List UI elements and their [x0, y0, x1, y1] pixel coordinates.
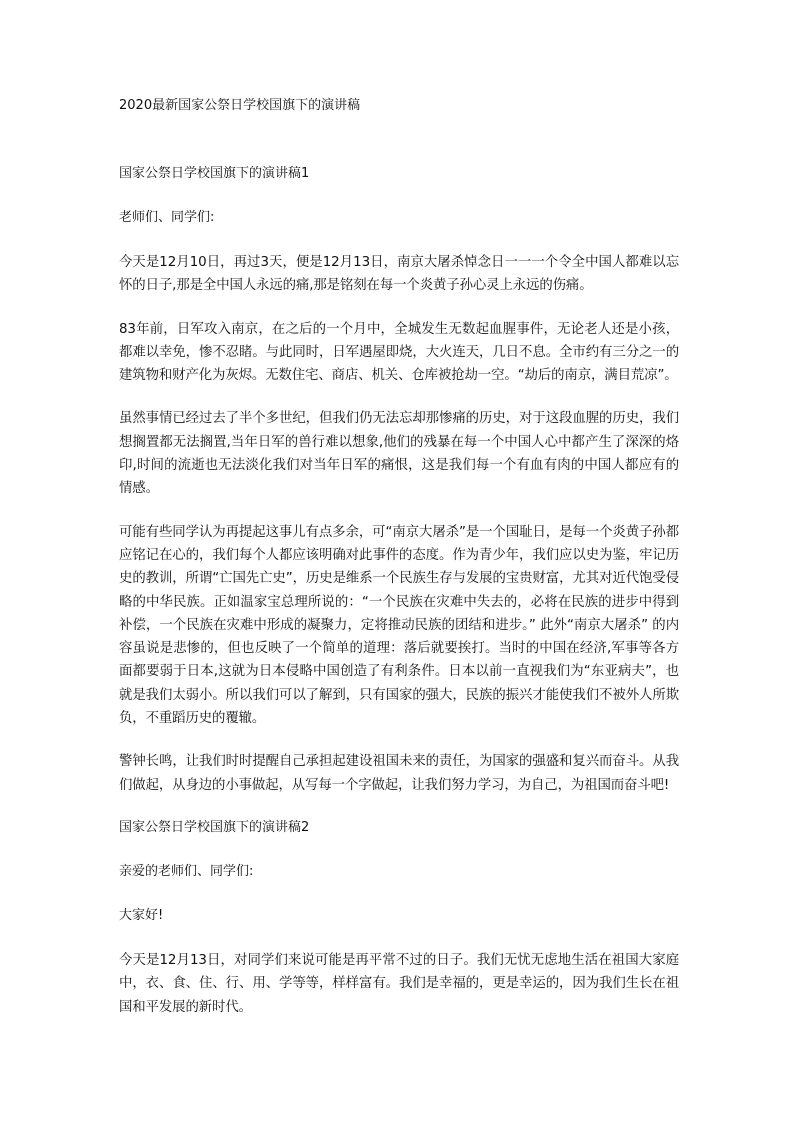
section-1-paragraph: 今天是12月10日，再过3天，便是12月13日，南京大屠杀悼念日一一一个令全中国人都难以忘怀的日子,那是全中国人永远的痛,那是铭刻在每一个炎黄子孙心灵上永远的伤痛。	[119, 255, 679, 294]
spacer	[119, 927, 679, 949]
section-1-paragraph: 虽然事情已经过去了半个多世纪，但我们仍无法忘却那惨痛的历史，对于这段血腥的历史，我们想搁置都无法搁置,当年日军的兽行难以想象,他们的残暴在每一个中国人心中都产生了深深的烙印,时间的流逝也无法淡化我们对当年日军的痛恨，这是我们每一个有血有肉的中国人都应有的情感。	[119, 411, 679, 497]
section-1-greeting: 老师们、同学们:	[119, 210, 215, 225]
document-page	[119, 95, 679, 1019]
section-1-heading: 国家公祭日学校国旗下的演讲稿1	[119, 166, 310, 181]
section-2-greeting: 亲爱的老师们、同学们:	[119, 863, 254, 879]
spacer	[119, 117, 679, 163]
section-1-paragraph: 83年前，日军攻入南京，在之后的一个月中，全城发生无数起血腥事件，无论老人还是小孩，都难以幸免，惨不忍睹。与此同时，日军遇屋即烧，大火连天，几日不息。全市约有三分之一的建筑物和财产化为灰烬。无数住宅、商店、机关、仓库被抢劫一空。“劫后的南京，满目荒凉”。	[119, 321, 679, 384]
section-1-paragraph: 警钟长鸣，让我们时时提醒自己承担起建设祖国未来的责任，为国家的强盛和复兴而奋斗。从我们做起，从身边的小事做起，从写每一个字做起，让我们努力学习，为自己，为祖国而奋斗吧!	[119, 754, 679, 793]
spacer	[119, 387, 679, 407]
spacer	[119, 229, 679, 251]
document-title: 2020最新国家公祭日学校国旗下的演讲稿	[119, 98, 361, 113]
spacer	[119, 185, 679, 207]
section-2-salutation: 大家好!	[119, 907, 164, 923]
section-2-paragraph: 今天是12月13日，对同学们来说可能是再平常不过的日子。我们无忧无虑地生活在祖国大家庭中，衣、食、住、行、用、学等等，样样富有。我们是幸福的，更是幸运的，因为我们生长在祖国和平发展的新时代。	[119, 952, 679, 1015]
spacer	[119, 839, 679, 861]
spacer	[119, 797, 679, 817]
section-1-paragraph: 可能有些同学认为再提起这事儿有点多余，可“南京大屠杀”是一个国耻日，是每一个炎黄子孙都应铭记在心的，我们每个人都应该明确对此事件的态度。作为青少年，我们应以史为鉴，牢记历史的教训，所谓“亡国先亡史”，历史是维系一个民族生存与发展的宝贵财富，尤其对近代饱受侵略的中华民族。正如温家宝总理所说的：“一个民族在灾难中失去的，必将在民族的进步中得到补偿，一个民族在灾难中形成的凝聚力，定将推动民族的团结和进步。” 此外“南京大屠杀” 的内容虽说是悲惨的，但也反映了一个简单的道理：落后就要挨打。当时的中国在经济,军事等各方面都要弱于日本,这就为日本侵略中国创造了有利条件。日本以前一直视我们为“东亚病夫”，也就是我们太弱小。所以我们可以了解到，只有国家的强大，民族的振兴才能使我们不被外人所欺负，不重蹈历史的覆辙。	[119, 524, 679, 727]
spacer	[119, 883, 679, 905]
section-2-heading: 国家公祭日学校国旗下的演讲稿2	[119, 819, 310, 835]
spacer	[119, 501, 679, 521]
spacer	[119, 298, 679, 318]
spacer	[119, 730, 679, 750]
